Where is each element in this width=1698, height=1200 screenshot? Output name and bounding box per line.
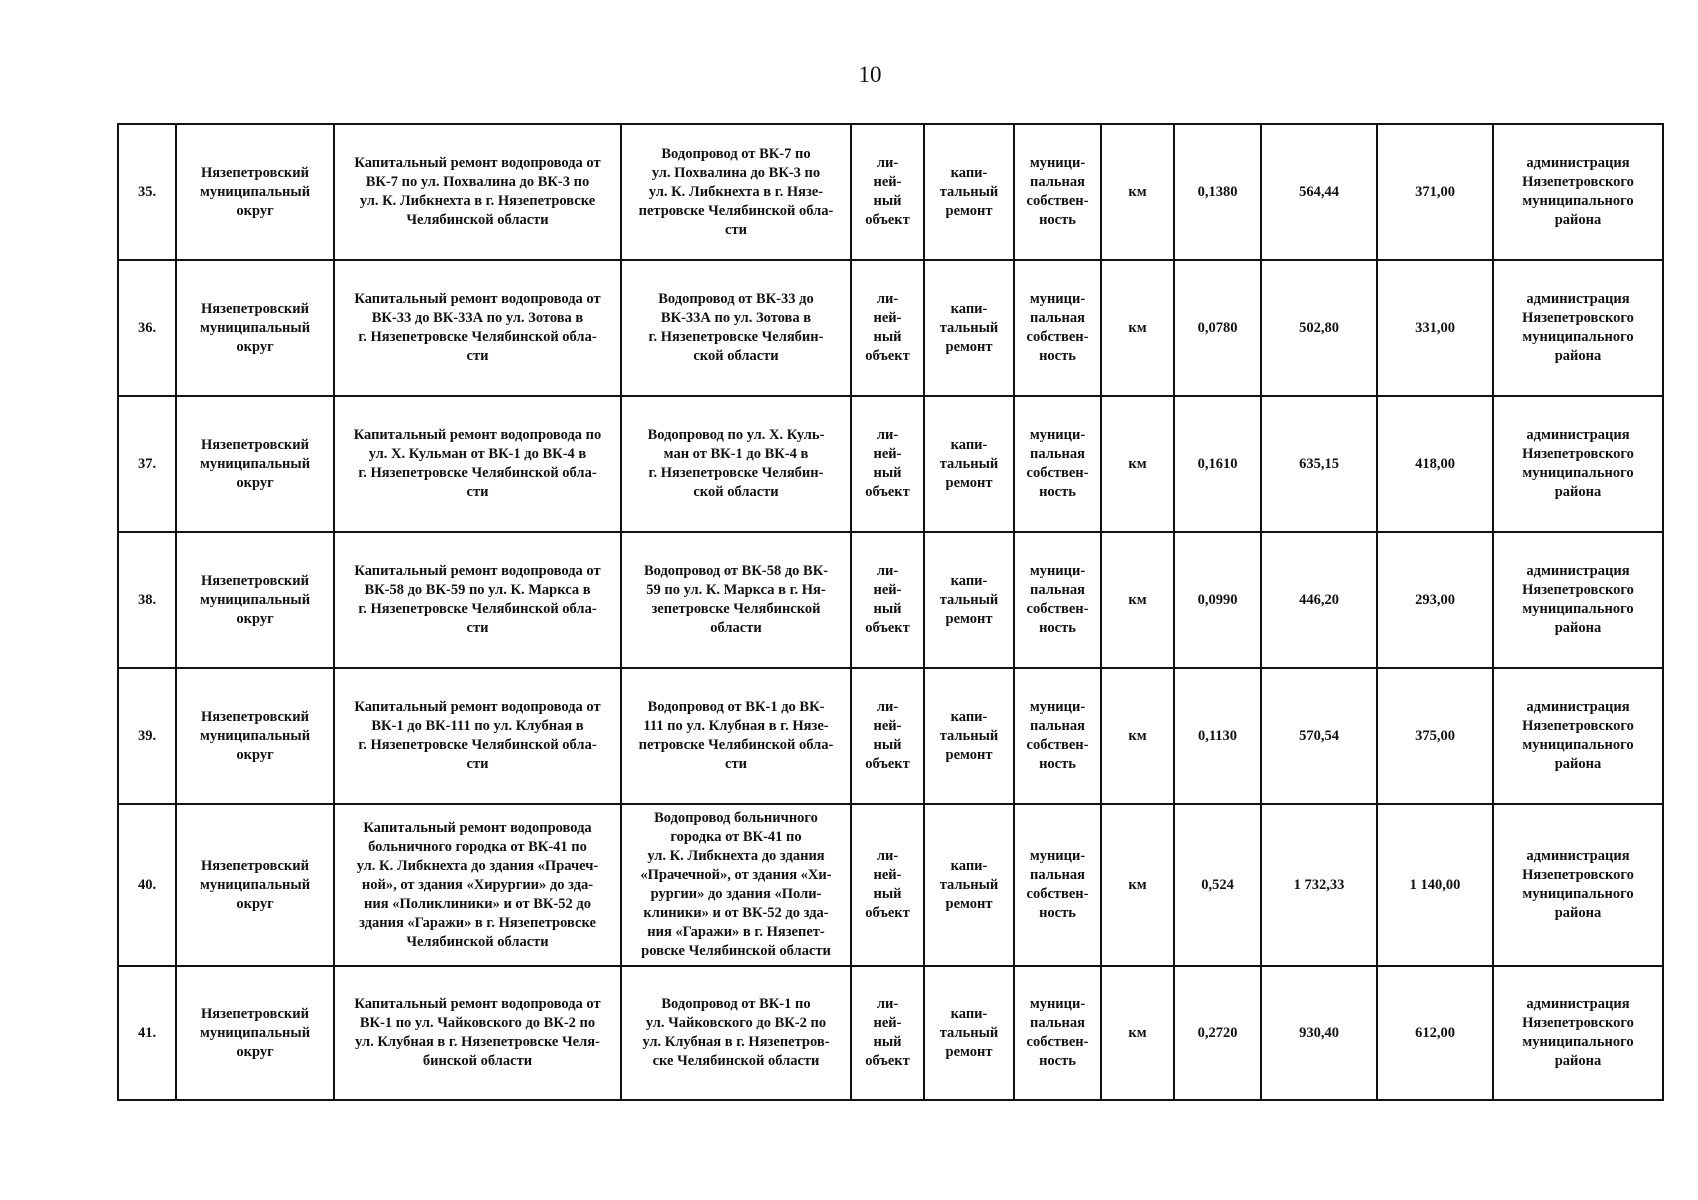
page-number: 10 [858,62,882,87]
length-cell: 0,524 [1174,804,1261,966]
work-description-cell: Капитальный ремонт водопровода по ул. Х. Кульман от ВК-1 до ВК-4 в г. Нязепетровске Челябинской обла- сти [334,396,621,532]
work-description-cell: Капитальный ремонт водопровода от ВК-1 до ВК-111 по ул. Клубная в г. Нязепетровске Челябинской обла- сти [334,668,621,804]
ownership-cell: муници- пальная собствен- ность [1014,124,1101,260]
row-number-cell: 40. [118,804,176,966]
customer-cell: администрация Нязепетровского муниципального района [1493,804,1663,966]
customer-cell: администрация Нязепетровского муниципального района [1493,396,1663,532]
registry-table [117,123,1664,1101]
object-name-cell: Водопровод от ВК-1 до ВК- 111 по ул. Клубная в г. Нязе- петровске Челябинской обла- сти [621,668,851,804]
table-row [118,804,1663,966]
cost-cell: 564,44 [1261,124,1377,260]
unit-cell: км [1101,966,1174,1100]
customer-cell: администрация Нязепетровского муниципального района [1493,124,1663,260]
work-description-cell: Капитальный ремонт водопровода от ВК-33 до ВК-33А по ул. Зотова в г. Нязепетровске Челябинской обла- сти [334,260,621,396]
amount-cell: 612,00 [1377,966,1493,1100]
object-type-cell: ли- ней- ный объект [851,260,924,396]
table-row [118,668,1663,804]
work-description-cell: Капитальный ремонт водопровода больничного городка от ВК-41 по ул. К. Либкнехта до здания «Прачеч- ной», от здания «Хирургии» до зда- ния «Поликлиники» и от ВК-52 до здания «Гаражи» в г. Нязепетровске Челябинской области [334,804,621,966]
work-description-cell: Капитальный ремонт водопровода от ВК-58 до ВК-59 по ул. К. Маркса в г. Нязепетровске Челябинской обла- сти [334,532,621,668]
object-type-cell: ли- ней- ный объект [851,668,924,804]
cost-cell: 635,15 [1261,396,1377,532]
ownership-cell: муници- пальная собствен- ность [1014,668,1101,804]
object-name-cell: Водопровод больничного городка от ВК-41 по ул. К. Либкнехта до здания «Прачечной», от здания «Хи- рургии» до здания «Поли- клиники» и от ВК-52 до зда- ния «Гаражи» в г. Нязепет- ровске Челябинской области [621,804,851,966]
object-type-cell: ли- ней- ный объект [851,396,924,532]
work-type-cell: капи- тальный ремонт [924,804,1014,966]
municipality-cell: Нязепетровский муниципальный округ [176,966,334,1100]
municipality-cell: Нязепетровский муниципальный округ [176,396,334,532]
work-type-cell: капи- тальный ремонт [924,260,1014,396]
work-type-cell: капи- тальный ремонт [924,396,1014,532]
municipality-cell: Нязепетровский муниципальный округ [176,124,334,260]
object-name-cell: Водопровод от ВК-1 по ул. Чайковского до ВК-2 по ул. Клубная в г. Нязепетров- ске Челябинской области [621,966,851,1100]
customer-cell: администрация Нязепетровского муниципального района [1493,532,1663,668]
object-type-cell: ли- ней- ный объект [851,966,924,1100]
work-description-cell: Капитальный ремонт водопровода от ВК-1 по ул. Чайковского до ВК-2 по ул. Клубная в г. Нязепетровске Челя- бинской области [334,966,621,1100]
cost-cell: 570,54 [1261,668,1377,804]
unit-cell: км [1101,532,1174,668]
row-number-cell: 41. [118,966,176,1100]
work-type-cell: капи- тальный ремонт [924,532,1014,668]
municipality-cell: Нязепетровский муниципальный округ [176,532,334,668]
object-name-cell: Водопровод от ВК-7 по ул. Похвалина до ВК-3 по ул. К. Либкнехта в г. Нязе- петровске Челябинской обла- сти [621,124,851,260]
amount-cell: 1 140,00 [1377,804,1493,966]
length-cell: 0,1130 [1174,668,1261,804]
row-number-cell: 39. [118,668,176,804]
object-type-cell: ли- ней- ный объект [851,532,924,668]
object-name-cell: Водопровод от ВК-33 до ВК-33А по ул. Зотова в г. Нязепетровске Челябин- ской области [621,260,851,396]
municipality-cell: Нязепетровский муниципальный округ [176,668,334,804]
cost-cell: 502,80 [1261,260,1377,396]
table-row [118,966,1663,1100]
customer-cell: администрация Нязепетровского муниципального района [1493,966,1663,1100]
row-number-cell: 37. [118,396,176,532]
unit-cell: км [1101,124,1174,260]
unit-cell: км [1101,396,1174,532]
row-number-cell: 36. [118,260,176,396]
ownership-cell: муници- пальная собствен- ность [1014,966,1101,1100]
table-row [118,260,1663,396]
table-row [118,124,1663,260]
length-cell: 0,0780 [1174,260,1261,396]
cost-cell: 1 732,33 [1261,804,1377,966]
amount-cell: 331,00 [1377,260,1493,396]
unit-cell: км [1101,260,1174,396]
cost-cell: 930,40 [1261,966,1377,1100]
length-cell: 0,1610 [1174,396,1261,532]
unit-cell: км [1101,804,1174,966]
work-type-cell: капи- тальный ремонт [924,668,1014,804]
amount-cell: 418,00 [1377,396,1493,532]
ownership-cell: муници- пальная собствен- ность [1014,532,1101,668]
work-type-cell: капи- тальный ремонт [924,966,1014,1100]
object-name-cell: Водопровод по ул. Х. Куль- ман от ВК-1 до ВК-4 в г. Нязепетровске Челябин- ской области [621,396,851,532]
object-name-cell: Водопровод от ВК-58 до ВК- 59 по ул. К. Маркса в г. Ня- зепетровске Челябинской области [621,532,851,668]
unit-cell: км [1101,668,1174,804]
table-row [118,532,1663,668]
object-type-cell: ли- ней- ный объект [851,804,924,966]
municipality-cell: Нязепетровский муниципальный округ [176,804,334,966]
object-type-cell: ли- ней- ный объект [851,124,924,260]
work-type-cell: капи- тальный ремонт [924,124,1014,260]
length-cell: 0,1380 [1174,124,1261,260]
length-cell: 0,0990 [1174,532,1261,668]
row-number-cell: 38. [118,532,176,668]
amount-cell: 293,00 [1377,532,1493,668]
table-row [118,396,1663,532]
municipality-cell: Нязепетровский муниципальный округ [176,260,334,396]
customer-cell: администрация Нязепетровского муниципального района [1493,260,1663,396]
cost-cell: 446,20 [1261,532,1377,668]
amount-cell: 375,00 [1377,668,1493,804]
work-description-cell: Капитальный ремонт водопровода от ВК-7 по ул. Похвалина до ВК-3 по ул. К. Либкнехта в г. Нязепетровске Челябинской области [334,124,621,260]
customer-cell: администрация Нязепетровского муниципального района [1493,668,1663,804]
amount-cell: 371,00 [1377,124,1493,260]
ownership-cell: муници- пальная собствен- ность [1014,804,1101,966]
row-number-cell: 35. [118,124,176,260]
ownership-cell: муници- пальная собствен- ность [1014,260,1101,396]
length-cell: 0,2720 [1174,966,1261,1100]
ownership-cell: муници- пальная собствен- ность [1014,396,1101,532]
